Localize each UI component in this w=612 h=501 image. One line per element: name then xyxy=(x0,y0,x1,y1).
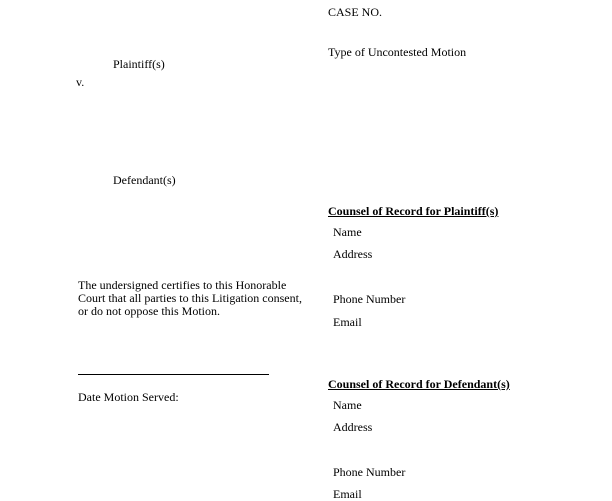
defendant-counsel-phone-label: Phone Number xyxy=(333,465,406,479)
plaintiff-counsel-heading: Counsel of Record for Plaintiff(s) xyxy=(328,204,499,218)
versus-label: v. xyxy=(76,75,85,89)
defendant-counsel-name-label: Name xyxy=(333,398,362,412)
plaintiff-label: Plaintiff(s) xyxy=(113,57,165,71)
defendant-label: Defendant(s) xyxy=(113,173,176,187)
signature-line xyxy=(78,374,269,375)
date-served-label: Date Motion Served: xyxy=(78,390,179,404)
defendant-counsel-address-label: Address xyxy=(333,420,373,434)
plaintiff-counsel-email-label: Email xyxy=(333,315,362,329)
case-number-label: CASE NO. xyxy=(328,5,383,19)
plaintiff-counsel-address-label: Address xyxy=(333,247,373,261)
defendant-counsel-email-label: Email xyxy=(333,487,362,501)
motion-type-label: Type of Uncontested Motion xyxy=(328,45,467,59)
plaintiff-counsel-phone-label: Phone Number xyxy=(333,292,406,306)
certification-statement: The undersigned certifies to this Honorable Court that all parties to this Litigation consent, or do not oppose this Motion. xyxy=(78,278,302,318)
plaintiff-counsel-name-label: Name xyxy=(333,225,362,239)
defendant-counsel-heading: Counsel of Record for Defendant(s) xyxy=(328,377,510,391)
